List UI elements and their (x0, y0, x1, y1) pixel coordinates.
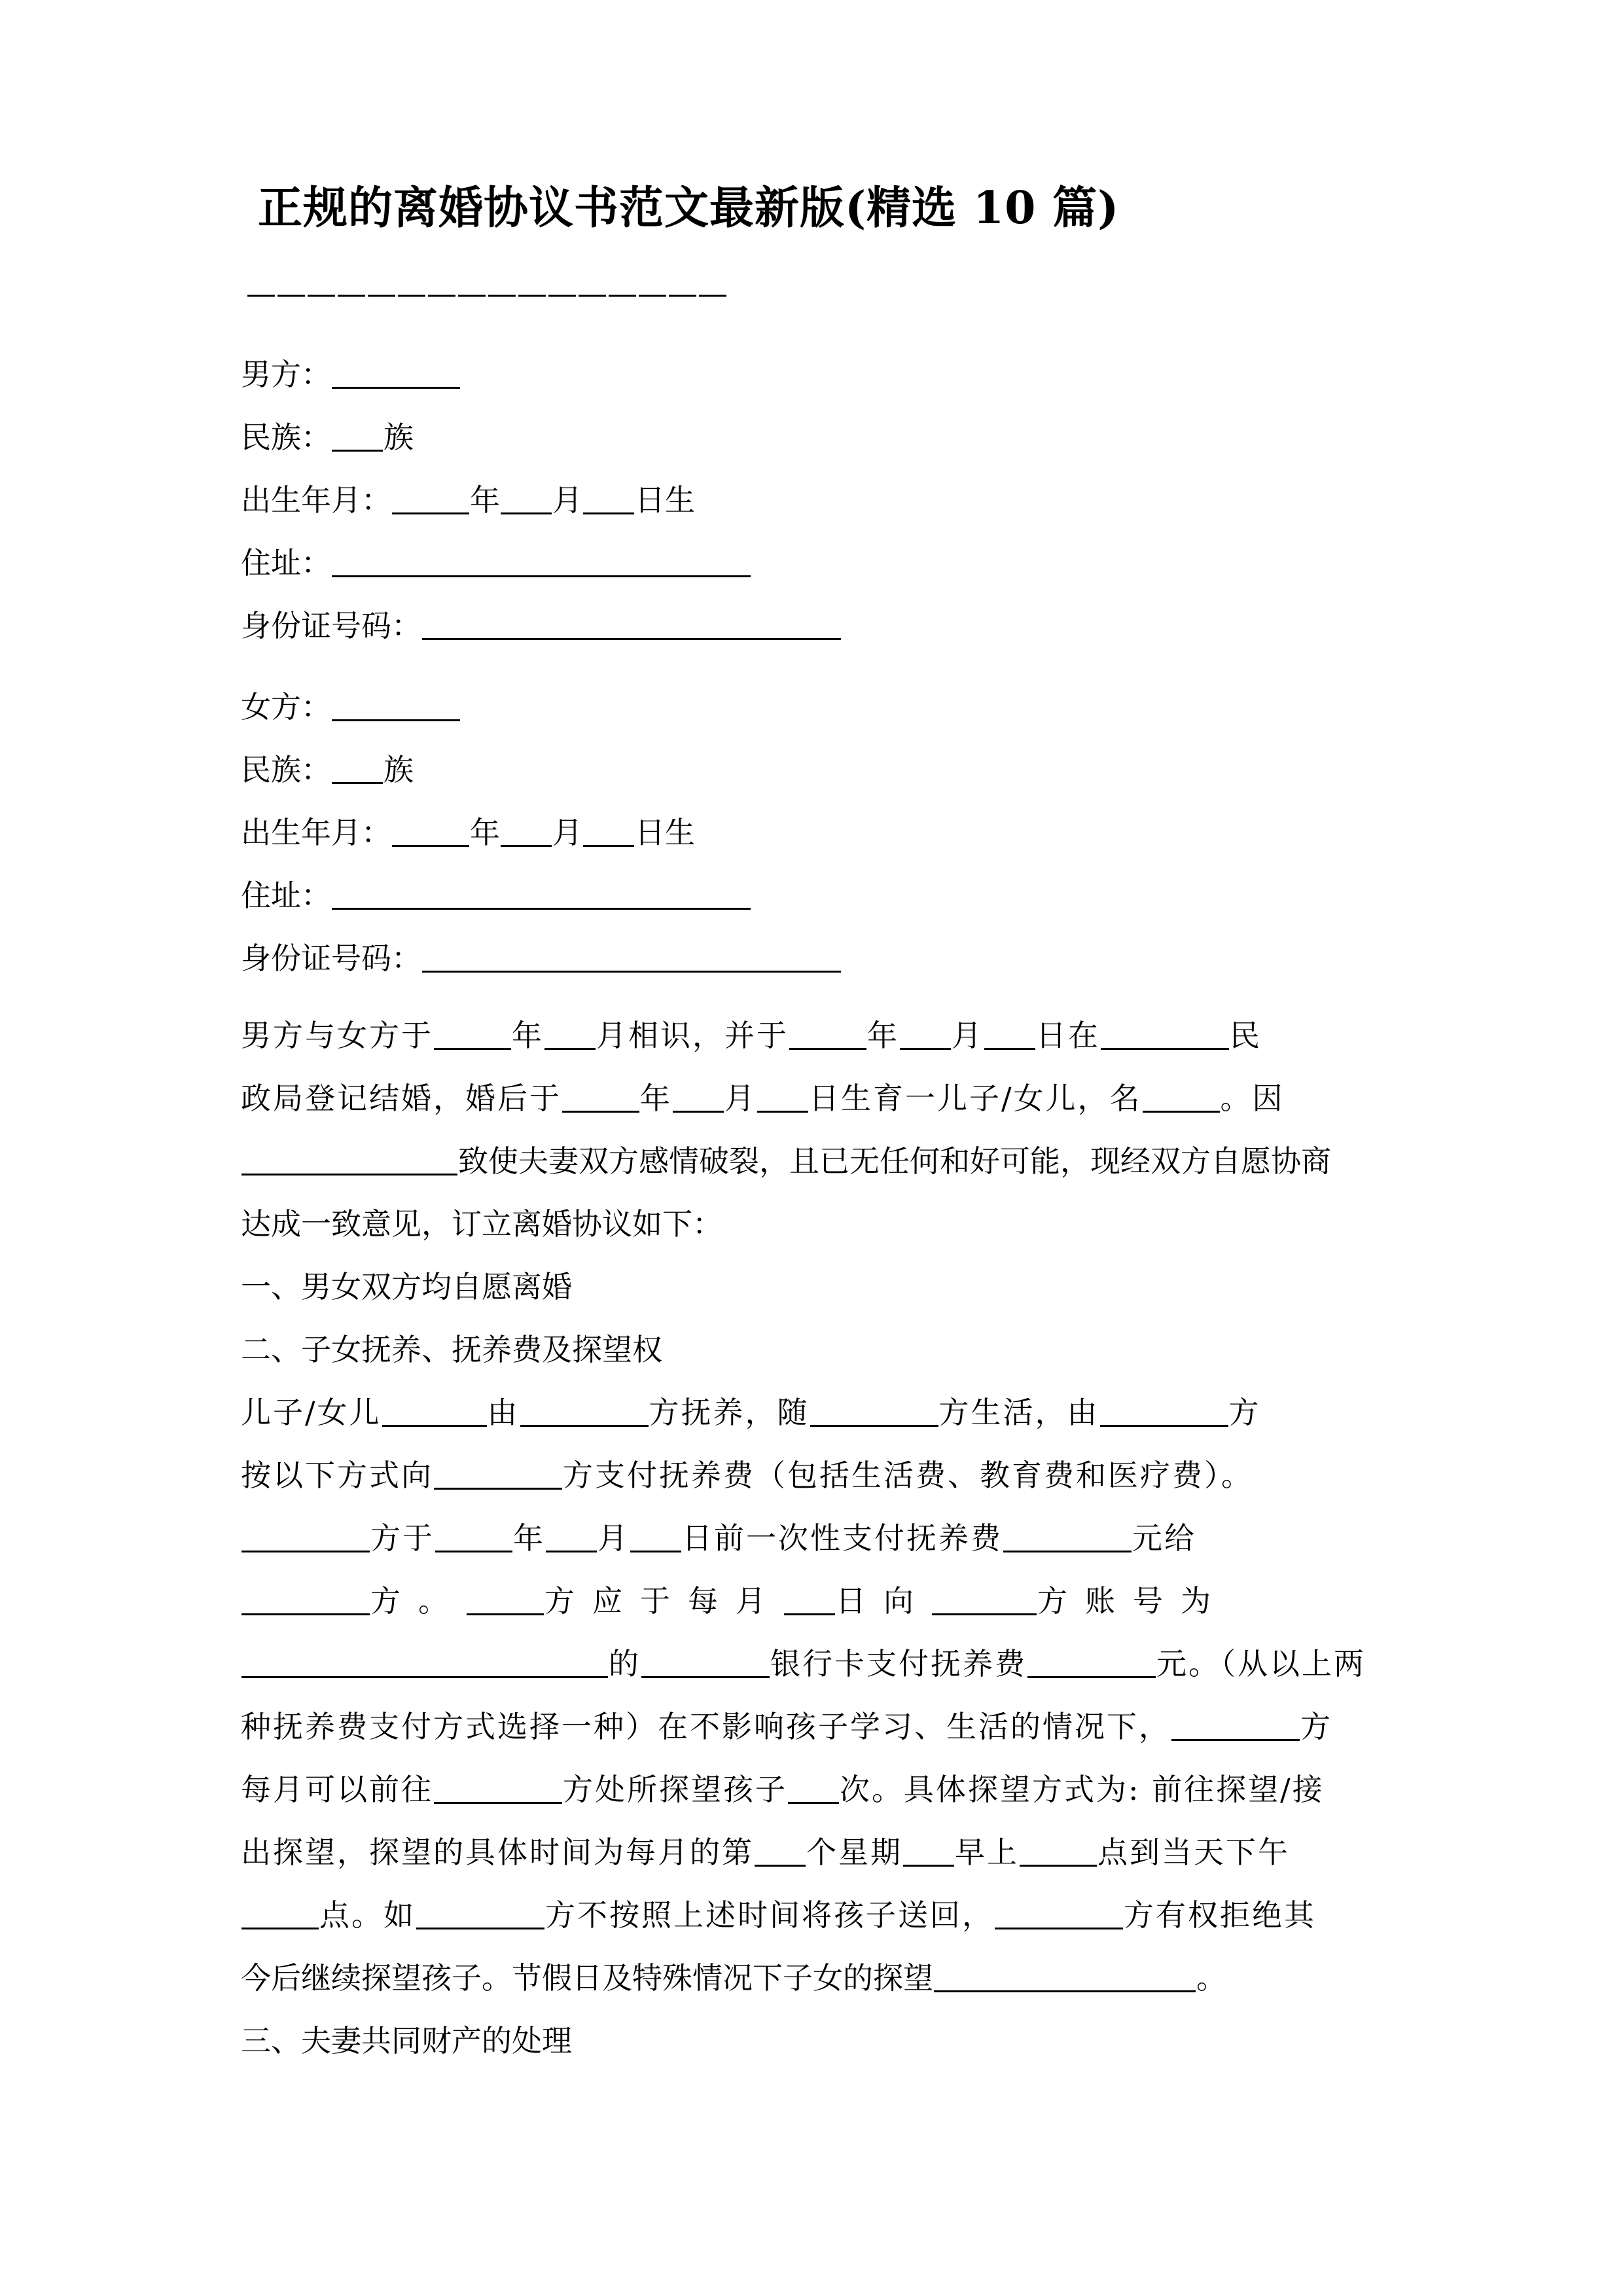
article-1-heading (241, 1255, 1382, 1318)
article-2-number: 二、 (241, 1332, 301, 1367)
text-column (241, 177, 1382, 2072)
preamble-l3-a: 致使夫妻双方感情破裂，且已无任何和好可能，现经双方自愿协商 (458, 1143, 1331, 1179)
husband-address-label: 住址： (241, 545, 331, 581)
custody-line-1 (241, 1381, 1382, 1444)
custody-l3-a: 方于 (370, 1520, 435, 1556)
bank-name-blank[interactable] (641, 1647, 770, 1678)
wife-birth-year-blank[interactable] (392, 816, 469, 847)
preamble-l1-a: 男方与女方于 (241, 1018, 433, 1053)
return-default-party-blank[interactable] (416, 1899, 544, 1929)
preamble-l2-c: 月 (724, 1081, 757, 1116)
custody-living-party-blank[interactable] (810, 1396, 938, 1427)
visitation-end-hour-blank[interactable] (241, 1899, 319, 1929)
lumpsum-payee-blank[interactable] (241, 1585, 370, 1615)
article-2-heading (241, 1318, 1382, 1381)
breakdown-reason-blank[interactable] (241, 1145, 457, 1175)
wife-name-label: 女方： (241, 689, 331, 725)
child-birth-year-blank[interactable] (562, 1082, 639, 1113)
husband-name-row (241, 343, 1382, 406)
custody-payer-party-blank[interactable] (1100, 1396, 1228, 1427)
husband-birth-label: 出生年月： (241, 482, 391, 518)
lumpsum-payer-blank[interactable] (241, 1522, 370, 1552)
custody-l6-a: 种抚养费支付方式选择一种）在不影响孩子学习、生活的情况下， (241, 1709, 1171, 1744)
husband-address-blank[interactable] (332, 547, 751, 577)
wife-birth-day-blank[interactable] (583, 816, 634, 847)
wife-name-blank[interactable] (332, 691, 460, 721)
custody-l4-a: 方。 (370, 1583, 466, 1619)
preamble-l2-a: 政局登记结婚，婚后于 (241, 1081, 562, 1116)
page-title: 正规的离婚协议书范文最新版(精选 10 篇) (258, 182, 1120, 234)
custody-line-3 (241, 1507, 1382, 1570)
preamble-l1-c: 月相识，并于 (596, 1018, 789, 1053)
preamble-l1-f: 日在 (1036, 1018, 1100, 1053)
custody-l8-d: 点到当天下午 (1097, 1835, 1290, 1870)
preamble-l2-e: 。因 (1220, 1081, 1285, 1116)
wife-id-label: 身份证号码： (241, 941, 421, 976)
custody-l1-e: 方 (1228, 1395, 1261, 1430)
preamble-line-3 (241, 1130, 1382, 1193)
visitation-count-blank[interactable] (788, 1773, 839, 1804)
custody-line-5 (241, 1632, 1382, 1695)
custody-l1-a: 儿子/女儿 (241, 1395, 382, 1430)
husband-id-blank[interactable] (422, 609, 841, 640)
husband-birth-month-unit: 月 (552, 482, 582, 518)
custody-l3-e: 元给 (1132, 1520, 1196, 1556)
husband-id-row (241, 594, 1382, 657)
monthly-amount-blank[interactable] (1027, 1647, 1156, 1678)
marriage-meet-month-blank[interactable] (544, 1019, 596, 1050)
article-3-heading (241, 2009, 1382, 2072)
marriage-meet-year-blank[interactable] (434, 1019, 511, 1050)
article-3-title: 夫妻共同财产的处理 (301, 2023, 572, 2058)
lumpsum-day-blank[interactable] (630, 1522, 681, 1552)
visitation-party-blank[interactable] (1171, 1710, 1300, 1741)
custody-l4-c: 日向 (836, 1583, 931, 1619)
wife-name-row (241, 675, 1382, 738)
custody-l3-d: 日前一次性支付抚养费 (682, 1520, 1003, 1556)
custody-l5-a: 的 (609, 1646, 641, 1681)
husband-birth-day-unit: 日生 (635, 482, 695, 518)
preamble-line-1 (241, 1004, 1382, 1067)
wife-ethnicity-blank[interactable] (332, 753, 383, 784)
custody-l9-c: 方有权拒绝其 (1124, 1897, 1316, 1933)
custody-l8-b: 个星期 (806, 1835, 902, 1870)
marriage-reg-year-blank[interactable] (789, 1019, 866, 1050)
husband-birth-year-unit: 年 (470, 482, 500, 518)
wife-birth-month-unit: 月 (552, 815, 582, 850)
custody-line-7 (241, 1758, 1382, 1821)
husband-birth-year-blank[interactable] (392, 484, 469, 514)
custody-l7-a: 每月可以前往 (241, 1772, 433, 1807)
husband-name-label: 男方： (241, 357, 331, 392)
wife-id-blank[interactable] (422, 942, 841, 973)
child-birth-month-blank[interactable] (673, 1082, 724, 1113)
custody-l8-c: 早上 (955, 1835, 1019, 1870)
wife-birth-day-unit: 日生 (635, 815, 695, 850)
preamble-l4: 达成一致意见，订立离婚协议如下： (241, 1206, 722, 1242)
wife-ethnicity-suffix: 族 (383, 752, 414, 787)
title-divider: ———————————————— (246, 276, 728, 311)
custody-line-6 (241, 1695, 1382, 1758)
custody-l5-b: 银行卡支付抚养费 (770, 1646, 1027, 1681)
custody-line-10 (241, 1946, 1382, 2009)
custody-l7-c: 次。具体探望方式为: 前往探望/接 (840, 1772, 1325, 1807)
article-3-number: 三、 (241, 2023, 301, 2058)
wife-party-block (241, 675, 1382, 990)
article-1-number: 一、 (241, 1269, 301, 1304)
article-1-title: 男女双方均自愿离婚 (301, 1269, 572, 1304)
visitation-host-blank[interactable] (434, 1773, 562, 1804)
refusal-party-blank[interactable] (995, 1899, 1123, 1929)
preamble-l1-d: 年 (867, 1018, 899, 1053)
husband-ethnicity-row (241, 406, 1382, 469)
bank-account-number-blank[interactable] (241, 1647, 608, 1678)
wife-birth-label: 出生年月： (241, 815, 391, 850)
custody-l1-c: 方抚养，随 (649, 1395, 810, 1430)
husband-address-row (241, 531, 1382, 594)
custody-l10-b: 。 (1196, 1960, 1226, 1996)
wife-ethnicity-label: 民族： (241, 752, 331, 787)
article-2-title: 子女抚养、抚养费及探望权 (301, 1332, 662, 1367)
preamble-l1-g: 民 (1230, 1018, 1262, 1053)
husband-ethnicity-suffix: 族 (383, 420, 414, 455)
custody-line-2 (241, 1444, 1382, 1507)
wife-ethnicity-row (241, 738, 1382, 801)
monthly-payer-blank[interactable] (467, 1585, 544, 1615)
child-name-blank[interactable] (1143, 1082, 1220, 1113)
husband-birth-row (241, 469, 1382, 531)
preamble-line-2 (241, 1067, 1382, 1130)
custody-l2-b: 方支付抚养费（包括生活费、教育费和医疗费）。 (563, 1458, 1253, 1493)
husband-name-blank[interactable] (332, 358, 460, 389)
custody-l9-b: 方不按照上述时间将孩子送回， (545, 1897, 994, 1933)
husband-party-block (241, 343, 1382, 657)
custody-l3-c: 月 (597, 1520, 630, 1556)
custody-l7-b: 方处所探望孩子 (563, 1772, 787, 1807)
custody-line-8 (241, 1821, 1382, 1884)
lumpsum-year-blank[interactable] (435, 1522, 512, 1552)
custody-l10-a: 今后继续探望孩子。节假日及特殊情况下子女的探望 (241, 1960, 933, 1996)
custody-l4-d: 方账号为 (1037, 1583, 1228, 1619)
preamble-l2-b: 年 (640, 1081, 672, 1116)
custody-l4-b: 方应于每月 (544, 1583, 783, 1619)
marriage-bureau-blank[interactable] (1101, 1019, 1229, 1050)
wife-address-row (241, 864, 1382, 927)
visitation-week-ordinal-blank[interactable] (755, 1836, 806, 1867)
lumpsum-month-blank[interactable] (546, 1522, 597, 1552)
custody-child-blank[interactable] (382, 1396, 487, 1427)
preamble-l2-d: 日生育一儿子/女儿，名 (809, 1081, 1142, 1116)
monthly-payee-blank[interactable] (932, 1585, 1037, 1615)
custody-l1-d: 方生活，由 (938, 1395, 1099, 1430)
wife-address-label: 住址： (241, 878, 331, 913)
support-payee-blank[interactable] (434, 1459, 562, 1490)
husband-id-label: 身份证号码： (241, 608, 421, 643)
visitation-weekday-blank[interactable] (903, 1836, 954, 1867)
preamble-l1-e: 月 (952, 1018, 984, 1053)
preamble-l1-b: 年 (512, 1018, 544, 1053)
husband-birth-day-blank[interactable] (583, 484, 634, 514)
wife-address-blank[interactable] (332, 879, 751, 910)
lumpsum-amount-blank[interactable] (1003, 1522, 1132, 1552)
husband-ethnicity-label: 民族： (241, 420, 331, 455)
wife-birth-row (241, 801, 1382, 864)
visitation-start-hour-blank[interactable] (1020, 1836, 1097, 1867)
custody-l6-b: 方 (1300, 1709, 1332, 1744)
wife-birth-year-unit: 年 (470, 815, 500, 850)
husband-ethnicity-blank[interactable] (332, 421, 383, 452)
child-birth-day-blank[interactable] (757, 1082, 808, 1113)
custody-party-blank[interactable] (520, 1396, 649, 1427)
preamble-block (241, 1004, 1382, 1255)
custody-l2-a: 按以下方式向 (241, 1458, 433, 1493)
wife-birth-month-blank[interactable] (501, 816, 552, 847)
custody-l9-a: 点。如 (319, 1897, 416, 1933)
marriage-reg-month-blank[interactable] (900, 1019, 951, 1050)
custody-l5-c: 元。（从以上两 (1156, 1646, 1366, 1681)
custody-line-4 (241, 1570, 1382, 1632)
holiday-visitation-blank[interactable] (934, 1962, 1196, 1992)
custody-l3-b: 年 (513, 1520, 545, 1556)
custody-block (241, 1381, 1382, 2009)
custody-line-9 (241, 1884, 1382, 1946)
marriage-reg-day-blank[interactable] (984, 1019, 1035, 1050)
custody-l8-a: 出探望，探望的具体时间为每月的第 (241, 1835, 754, 1870)
husband-birth-month-blank[interactable] (501, 484, 552, 514)
preamble-line-4 (241, 1193, 1382, 1255)
custody-l1-b: 由 (487, 1395, 520, 1430)
monthly-day-blank[interactable] (784, 1585, 835, 1615)
wife-id-row (241, 927, 1382, 990)
